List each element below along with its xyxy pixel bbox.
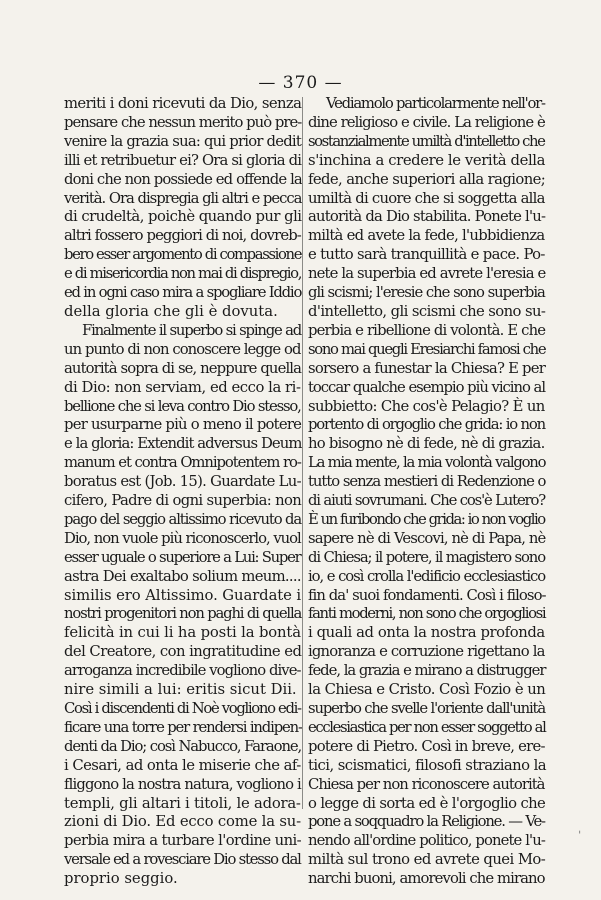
- text-line: esser uguale o superiore a Lui: Super: [64, 548, 301, 566]
- text-line: potere di Pietro. Così in breve, ere-: [308, 737, 545, 755]
- text-line: cifero, Padre di ogni superbia: non: [64, 492, 302, 510]
- text-line: perbia e ribellione di volontà. E che: [308, 321, 546, 339]
- text-line: verità. Ora dispregia gli altri e pecca: [64, 189, 302, 207]
- text-line: ecclesiastica per non esser soggetto al: [308, 718, 546, 736]
- page-number: — 370 —: [258, 73, 343, 93]
- text-line: subbietto: Che cos'è Pelagio? È un: [308, 397, 545, 415]
- text-line: zioni di Dio. Ed ecco come la su-: [64, 813, 301, 831]
- text-line: perbia mira a turbare l'ordine uni-: [64, 832, 302, 850]
- text-line: portento di orgoglio che grida: io non: [308, 416, 545, 434]
- text-line: un punto di non conoscere legge od: [64, 340, 301, 358]
- column-divider: [302, 97, 303, 809]
- text-line: la Chiesa e Cristo. Così Fozio è un: [308, 681, 546, 699]
- text-line: sapere nè di Vescovi, nè di Papa, nè: [308, 529, 546, 547]
- text-line: nendo all'ordine politico, ponete l'u-: [308, 832, 545, 850]
- text-line: di aiuti sovrumani. Che cos'è Lutero?: [308, 492, 545, 510]
- text-line: dine religioso e civile. La religione è: [308, 113, 545, 131]
- text-line: tici, scismatici, filosofi straziano la: [308, 756, 547, 774]
- text-line: i Cesari, ad onta le miserie che af-: [64, 756, 301, 774]
- text-line: tutto senza mestieri di Redenzione o: [308, 473, 546, 491]
- text-line: io, e così crolla l'edificio ecclesiastico: [308, 567, 546, 585]
- text-line: nire simili a lui: eritis sicut Dii.: [64, 681, 297, 699]
- text-line: sono mai quegli Eresiarchi famosi che: [308, 340, 546, 358]
- text-line: per usurparne più o meno il potere: [64, 416, 302, 434]
- text-line: ficare una torre per rendersi indipen-: [64, 718, 302, 736]
- text-line: illi et retribuetur ei? Ora si gloria di: [64, 151, 302, 169]
- text-line: templi, gli altari i titoli, le adora-: [64, 794, 301, 812]
- left-column: [64, 95, 301, 889]
- text-line: felicità in cui li ha posti la bontà: [64, 624, 301, 642]
- text-line: narchi buoni, amorevoli che mirano: [308, 870, 545, 888]
- text-line: nostri progenitori non paghi di quella: [64, 605, 302, 623]
- text-line: fede, la grazia e mirano a distrugger: [308, 662, 546, 680]
- text-line: della gloria che gli è dovuta.: [64, 302, 278, 320]
- text-line: d'intelletto, gli scismi che sono su-: [308, 302, 546, 320]
- text-line: astra Dei exaltabo solium meum....: [64, 567, 301, 585]
- text-line: La mia mente, la mia volontà valgono: [308, 454, 546, 472]
- text-line: Così i discendenti di Noè vogliono edi-: [64, 700, 301, 717]
- text-line: denti da Dio; così Nabucco, Faraone,: [64, 737, 302, 755]
- text-line: i quali ad onta la nostra profonda: [308, 624, 545, 642]
- text-line: proprio seggio.: [64, 870, 178, 888]
- text-line: umiltà di cuore che si soggetta alla: [308, 189, 545, 207]
- text-line: Dio, non vuole più riconoscerlo, vuol: [64, 529, 301, 547]
- text-line: altri fossero peggiori di noi, dovreb-: [64, 227, 301, 245]
- text-line: o legge di sorta ed è l'orgoglio che: [308, 794, 546, 812]
- text-line: bero esser argomento di compassione: [64, 246, 302, 264]
- text-line: pago del seggio altissimo ricevuto da: [64, 510, 302, 528]
- text-line: del Creatore, con ingratitudine ed: [64, 643, 302, 661]
- text-line: meriti i doni ricevuti da Dio, senza: [64, 95, 302, 112]
- text-line: gli scismi; l'eresie che sono superbia: [308, 284, 545, 302]
- text-line: e tutto sarà tranquillità e pace. Po-: [308, 246, 545, 264]
- text-line: È un furibondo che grida: io non voglio: [308, 510, 545, 528]
- text-line: ed in ogni caso mira a spogliare Iddio: [64, 284, 302, 302]
- text-line: autorità da Dio stabilita. Ponete l'u-: [308, 208, 546, 226]
- text-line: e la gloria: Extendit adversus Deum: [64, 435, 302, 453]
- text-line: pone a soqquadro la Religione. — Ve-: [308, 813, 545, 831]
- text-line: bellione che si leva contro Dio stesso,: [64, 397, 301, 415]
- text-line: sorsero a funestar la Chiesa? E per: [308, 359, 546, 377]
- text-line: superbo che svelle l'oriente dall'unità: [308, 700, 546, 717]
- text-line: versale ed a rovesciare Dio stesso dal: [64, 851, 301, 869]
- text-line: fin da' suoi fondamenti. Così i filoso-: [308, 586, 546, 604]
- text-line: nete la superbia ed avrete l'eresia e: [308, 265, 546, 283]
- text-line: pensare che nessun merito può pre-: [64, 113, 302, 131]
- text-line: di Chiesa; il potere, il magistero sono: [308, 548, 545, 566]
- text-line: similis ero Altissimo. Guardate i: [64, 586, 302, 604]
- text-line: sostanzialmente umiltà d'intelletto che: [308, 132, 545, 150]
- text-line: fede, anche superiori alla ragione;: [308, 170, 546, 188]
- text-line: manum et contra Omnipotentem ro-: [64, 454, 301, 472]
- text-line: di Dio: non serviam, ed ecco la ri-: [64, 378, 301, 396]
- text-line: fanti moderni, non sono che orgogliosi: [308, 605, 546, 623]
- right-column: [308, 95, 545, 889]
- text-line: arroganza incredibile vogliono dive-: [64, 662, 301, 680]
- text-line: miltà sul trono ed avrete quei Mo-: [308, 851, 546, 869]
- text-line: boratus est (Job. 15). Guardate Lu-: [64, 473, 301, 491]
- text-line: fliggono la nostra natura, vogliono i: [64, 775, 301, 793]
- paragraph-start-line: Finalmente il superbo si spinge ad: [82, 321, 302, 339]
- text-line: toccar qualche esempio più vicino al: [308, 378, 546, 396]
- text-line: venire la grazia sua: qui prior dedit: [64, 132, 302, 150]
- text-line: autorità sopra di se, neppure quella: [64, 359, 302, 377]
- text-line: Chiesa per non riconoscere autorità: [308, 775, 545, 793]
- scan-speck-mark: ˌ: [578, 821, 582, 835]
- text-line: ignoranza e corruzione rigettano la: [308, 643, 545, 661]
- text-line: ho bisogno nè di fede, nè di grazia.: [308, 435, 545, 453]
- text-line: doni che non possiede ed offende la: [64, 170, 302, 188]
- text-line: e di misericordia non mai di dispregio,: [64, 265, 302, 283]
- text-line: di crudeltà, poichè quando pur gli: [64, 208, 302, 226]
- text-line: s'inchina a credere le verità della: [308, 151, 546, 169]
- text-line: miltà ed avete la fede, l'ubbidienza: [308, 227, 545, 245]
- paragraph-start-line: Vediamolo particolarmente nell'or-: [326, 95, 545, 112]
